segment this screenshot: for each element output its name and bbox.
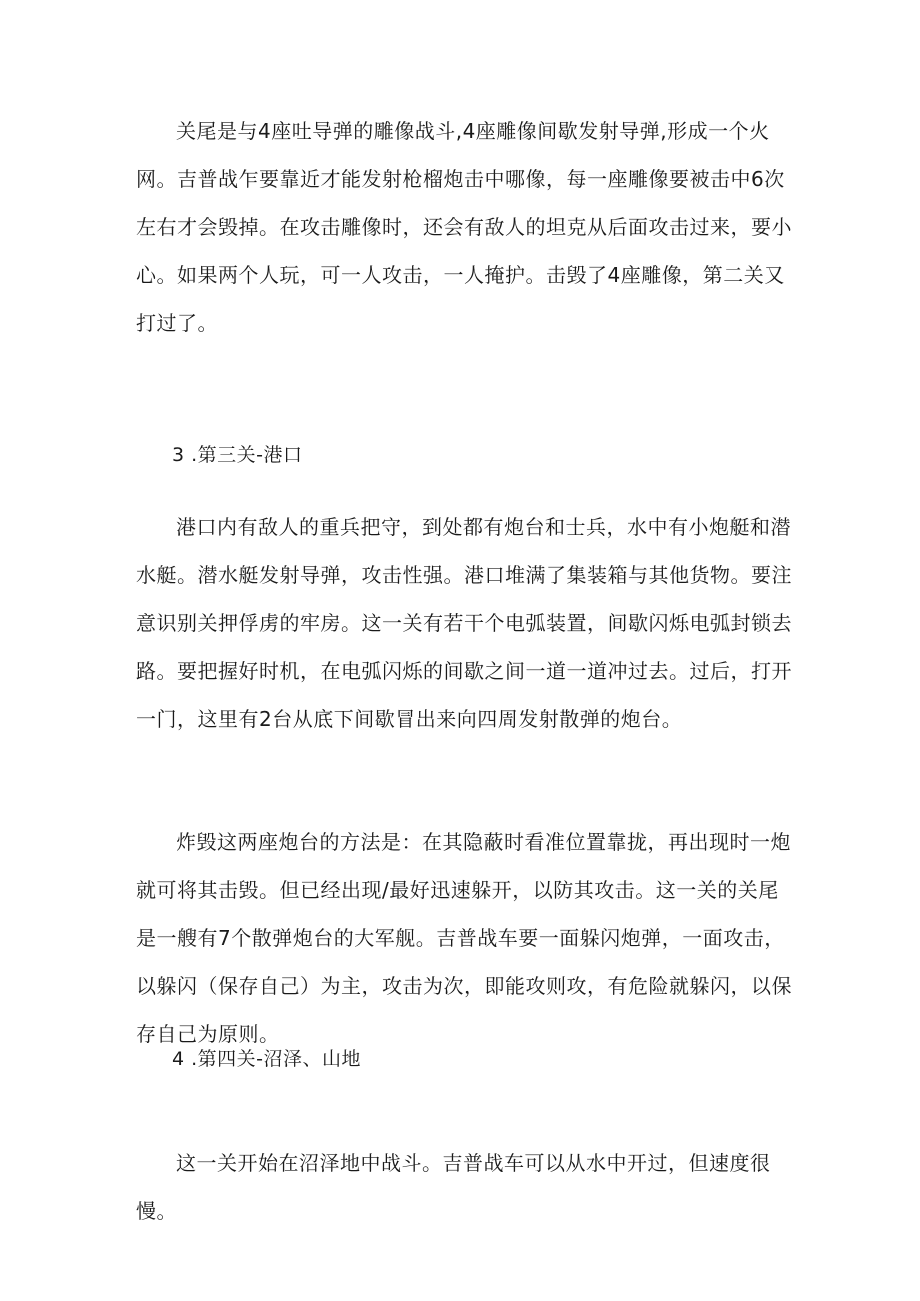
paragraph-level3-harbor: 港口内有敌人的重兵把守，到处都有炮台和士兵，水中有小炮艇和潜水艇。潜水艇发射导弹，攻击性强。港口堆满了集装箱与其他货物。要注意识别关押俘虏的牢房。这一关有若干个电弧装置，间歇闪烁电弧封锁去路。要把握好时机，在电弧闪烁的间歇之间一道一道冲过去。过后，打开一门，这里有2台从底下间歇冒出来向四周发射散弹的炮台。 bbox=[136, 515, 792, 731]
section-heading-level3: 3 .第三关-港口 bbox=[172, 444, 303, 466]
paragraph-level3-turrets: 炸毁这两座炮台的方法是：在其隐蔽时看准位置靠拢，再出现时一炮就可将其击毁。但已经出现/最好迅速躲开，以防其攻击。这一关的关尾是一艘有7个散弹炮台的大军舰。吉普战车要一面躲闪炮弹，一面攻击，以躲闪（保存自己）为主，攻击为次，即能攻则攻，有危险就躲闪，以保存自己为原则。 bbox=[136, 830, 792, 1046]
paragraph-level2-boss: 关尾是与4座吐导弹的雕像战斗,4座雕像间歇发射导弹,形成一个火网。吉普战乍要靠近才能发射枪榴炮击中哪像，每一座雕像要被击中6次左右才会毁掉。在攻击雕像时，还会有敌人的坦克从后面攻击过来，要小心。如果两个人玩，可一人攻击，一人掩护。击毁了4座雕像，第二关又打过了。 bbox=[136, 119, 792, 335]
paragraph-level4-swamp: 这一关开始在沼泽地中战斗。吉普战车可以从水中开过，但速度很慢。 bbox=[136, 1151, 771, 1223]
section-heading-level4: 4 .第四关-沼泽、山地 bbox=[172, 1048, 362, 1070]
